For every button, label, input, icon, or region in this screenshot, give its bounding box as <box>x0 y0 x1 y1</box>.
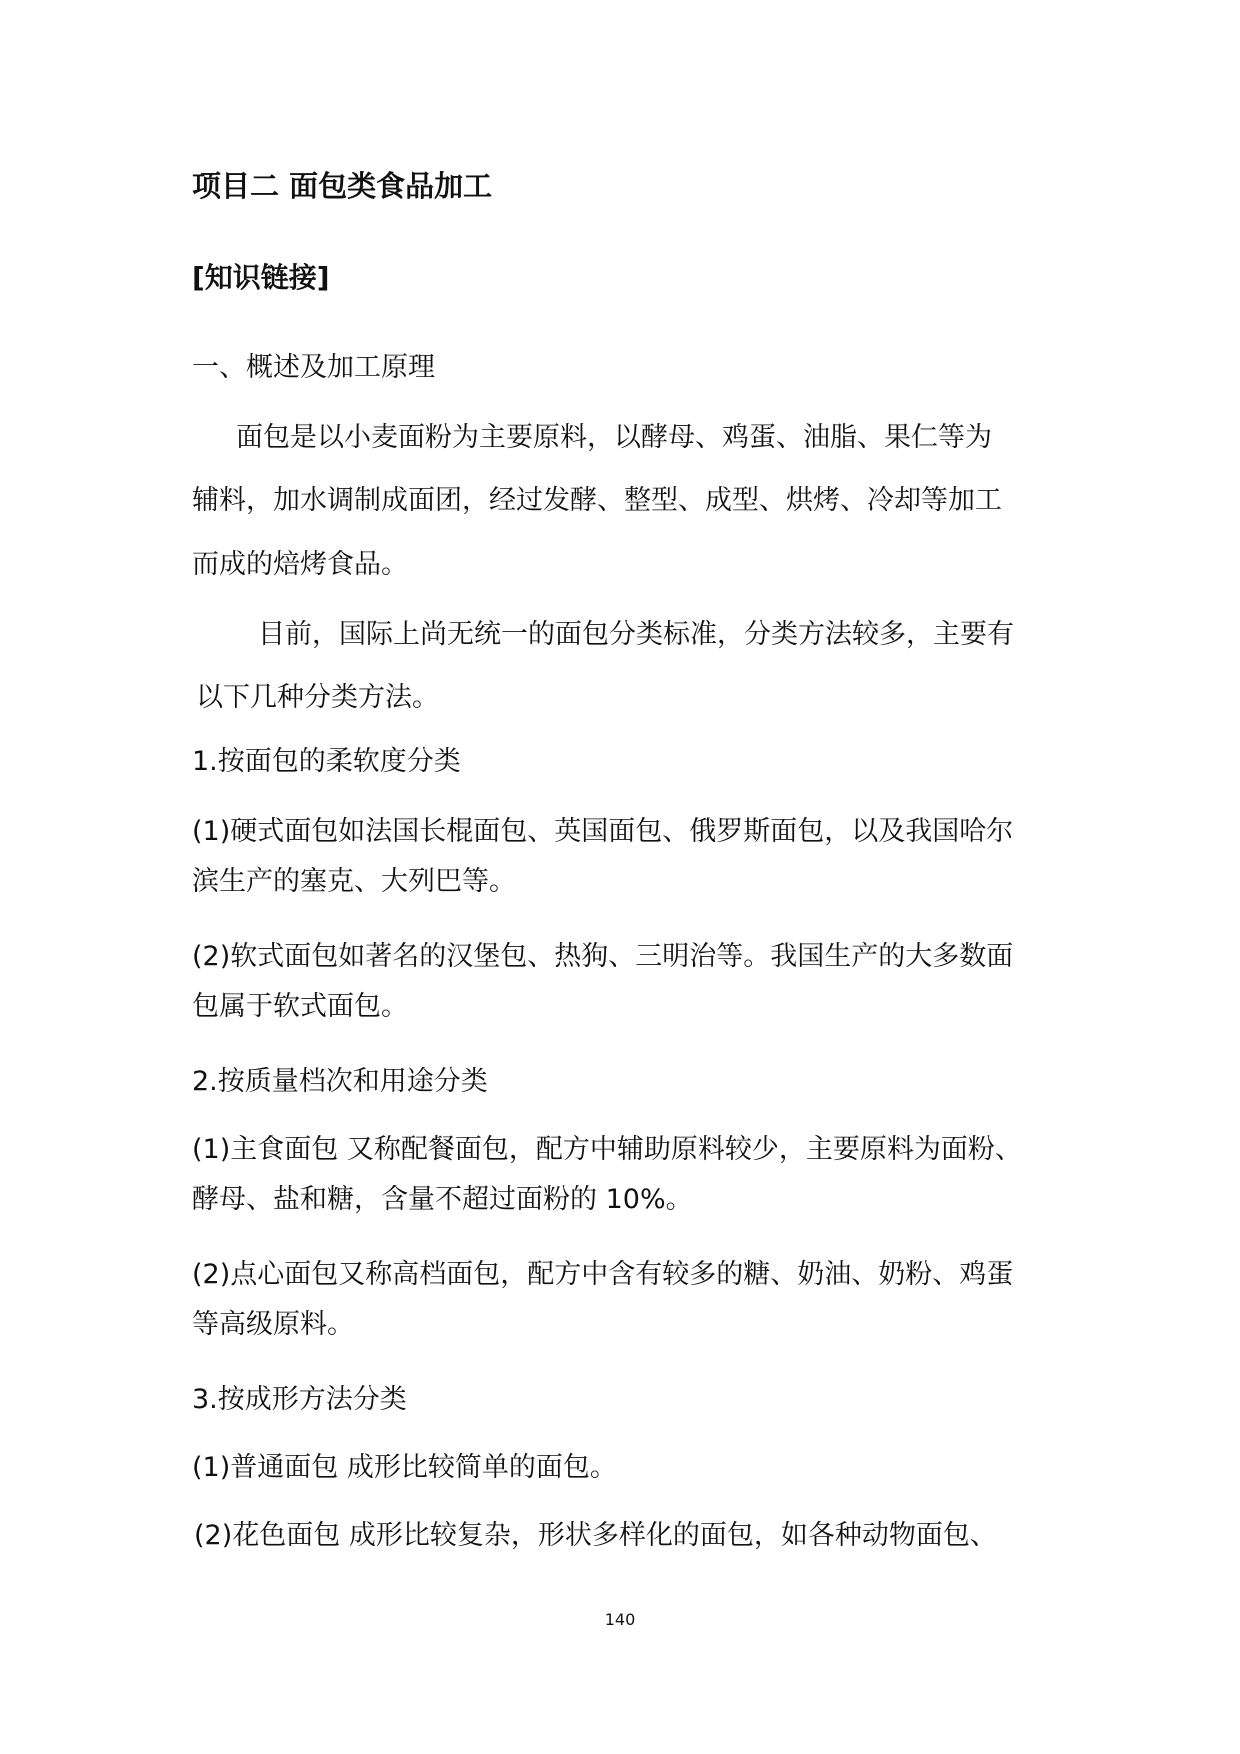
list-item-line: (1)硬式面包如法国长棍面包、英国面包、俄罗斯面包，以及我国哈尔 <box>192 816 1014 847</box>
list-item-line: (2)花色面包 成形比较复杂，形状多样化的面包，如各种动物面包、 <box>194 1520 997 1551</box>
subheading: 3.按成形方法分类 <box>192 1384 407 1415</box>
list-item-line: (2)软式面包如著名的汉堡包、热狗、三明治等。我国生产的大多数面 <box>192 941 1014 972</box>
paragraph-line: 以下几种分类方法。 <box>196 682 439 713</box>
section-heading: 一、概述及加工原理 <box>192 352 435 383</box>
page-number: 140 <box>604 1610 636 1629</box>
knowledge-link-heading: [知识链接] <box>192 261 330 294</box>
list-item-line: 等高级原料。 <box>192 1309 354 1340</box>
paragraph-line: 面包是以小麦面粉为主要原料，以酵母、鸡蛋、油脂、果仁等为 <box>236 422 992 453</box>
paragraph-line: 而成的焙烤食品。 <box>192 549 408 580</box>
paragraph-line: 辅料，加水调制成面团，经过发酵、整型、成型、烘烤、冷却等加工 <box>192 485 1002 516</box>
list-item-line: 滨生产的塞克、大列巴等。 <box>192 866 516 897</box>
list-item-line: 包属于软式面包。 <box>192 991 408 1022</box>
document-title: 项目二 面包类食品加工 <box>192 169 493 203</box>
list-item-line: 酵母、盐和糖，含量不超过面粉的 10%。 <box>192 1184 693 1215</box>
list-item-line: (1)主食面包 又称配餐面包，配方中辅助原料较少，主要原料为面粉、 <box>192 1134 1022 1165</box>
subheading: 2.按质量档次和用途分类 <box>192 1066 488 1097</box>
paragraph-line: 目前，国际上尚无统一的面包分类标准，分类方法较多，主要有 <box>258 619 1014 650</box>
subheading: 1.按面包的柔软度分类 <box>192 746 461 777</box>
list-item-line: (1)普通面包 成形比较简单的面包。 <box>192 1452 617 1483</box>
list-item-line: (2)点心面包又称高档面包，配方中含有较多的糖、奶油、奶粉、鸡蛋 <box>192 1259 1014 1290</box>
